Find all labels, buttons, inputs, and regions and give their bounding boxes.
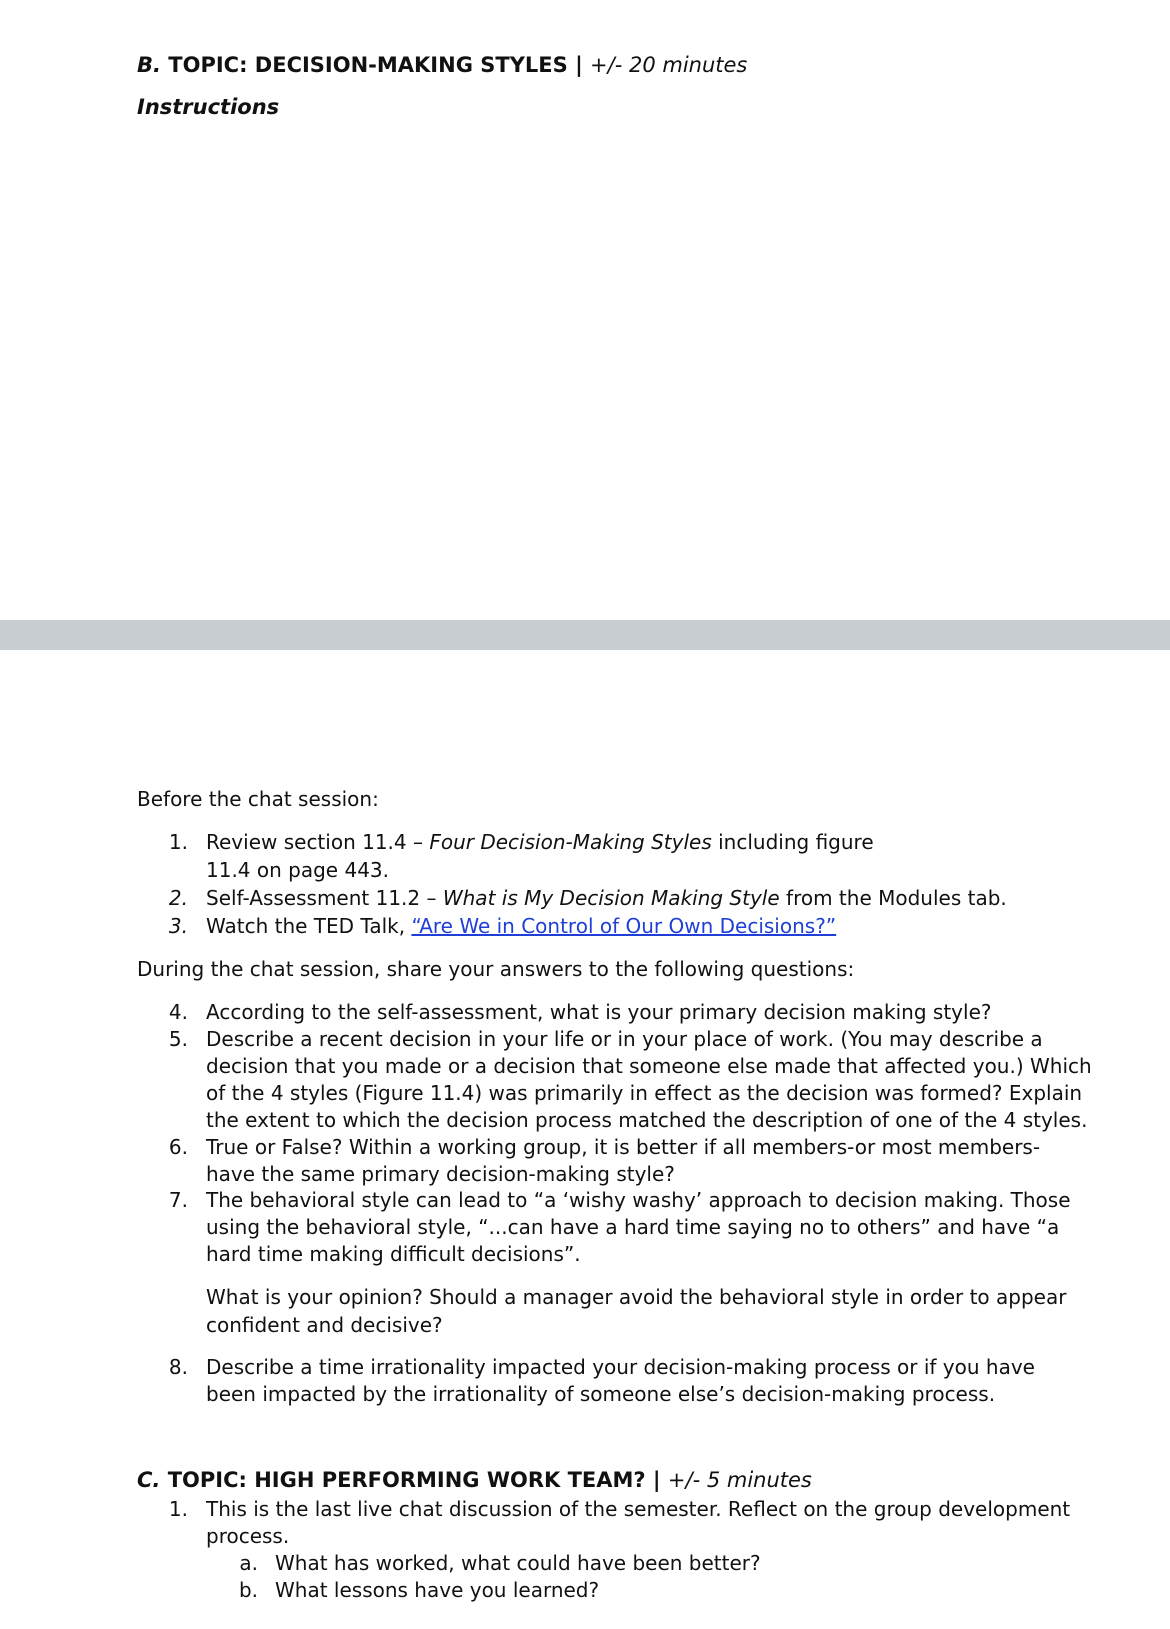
- ted-talk-link[interactable]: “Are We in Control of Our Own Decisions?”: [411, 914, 837, 938]
- before-item-1-line2: 11.4 on page 443.: [206, 858, 389, 882]
- before-item-2-text: [206, 886, 1007, 910]
- during-item-7-number: 7.: [168, 1188, 188, 1212]
- section-c-separator: |: [652, 1468, 661, 1492]
- during-item-7-line-1: The behavioral style can lead to “a ‘wishy washy’ approach to decision making. Those: [206, 1188, 1071, 1212]
- before-item-3-number: 3.: [168, 914, 188, 938]
- before-item-2-text-b: from the Modules tab.: [779, 886, 1007, 910]
- during-item-5-line-2: decision that you made or a decision that someone else made that affected you.) Which: [206, 1054, 1092, 1078]
- during-item-7-line-2: using the behavioral style, “...can have a hard time saying no to others” and have “a: [206, 1215, 1060, 1239]
- during-item-4-line-1: According to the self-assessment, what is your primary decision making style?: [206, 1000, 992, 1024]
- section-b-letter: B.: [137, 53, 161, 77]
- before-item-1-text-italic: Four Decision-Making Styles: [429, 830, 712, 854]
- during-item-5-line-1: Describe a recent decision in your life or in your place of work. (You may describe a: [206, 1027, 1043, 1051]
- before-item-2-text-italic: What is My Decision Making Style: [442, 886, 780, 910]
- page-separator-band: [0, 620, 1170, 650]
- during-item-8-line-1: Describe a time irrationality impacted your decision-making process or if you have: [206, 1355, 1035, 1379]
- before-item-1-text-b: including figure: [711, 830, 874, 854]
- during-item-6-number: 6.: [168, 1135, 188, 1159]
- before-item-3-text: [206, 914, 836, 938]
- during-item-4-number: 4.: [168, 1000, 188, 1024]
- section-c-item-1-line-2: process.: [206, 1524, 290, 1548]
- during-item-7-followup-2: confident and decisive?: [206, 1313, 443, 1337]
- before-item-2-text-a: Self-Assessment 11.2 –: [206, 886, 443, 910]
- section-c-item-1-number: 1.: [168, 1497, 188, 1521]
- section-c-sub-b-letter: b.: [238, 1578, 258, 1602]
- section-c-item-1-line-1: This is the last live chat discussion of the semester. Reflect on the group development: [206, 1497, 1071, 1521]
- section-b-heading: [137, 53, 747, 77]
- during-item-6-line-2: have the same primary decision-making style?: [206, 1162, 675, 1186]
- section-c-letter: C.: [137, 1468, 161, 1492]
- section-b-minutes: +/- 20 minutes: [590, 53, 748, 77]
- section-c-minutes: +/- 5 minutes: [667, 1468, 812, 1492]
- instructions-label: Instructions: [137, 95, 280, 119]
- before-item-1-number: 1.: [168, 830, 188, 854]
- during-item-8-line-2: been impacted by the irrationality of someone else’s decision-making process.: [206, 1382, 996, 1406]
- section-b-title: TOPIC: DECISION-MAKING STYLES: [168, 53, 568, 77]
- during-item-5-number: 5.: [168, 1027, 188, 1051]
- section-c-sub-b-text: What lessons have you learned?: [275, 1578, 600, 1602]
- during-item-7-line-3: hard time making difficult decisions”.: [206, 1242, 581, 1266]
- section-c-heading: [137, 1468, 812, 1492]
- before-intro: Before the chat session:: [137, 787, 379, 811]
- during-intro: During the chat session, share your answers to the following questions:: [137, 957, 855, 981]
- section-b-separator: |: [575, 53, 583, 77]
- during-item-7-followup-1: What is your opinion? Should a manager avoid the behavioral style in order to appear: [206, 1285, 1067, 1309]
- before-item-3-text-a: Watch the TED Talk,: [206, 914, 412, 938]
- before-item-2-number: 2.: [168, 886, 188, 910]
- section-c-title: TOPIC: HIGH PERFORMING WORK TEAM?: [167, 1468, 646, 1492]
- before-item-1-text: [206, 830, 874, 854]
- section-c-sub-a-text: What has worked, what could have been better?: [275, 1551, 761, 1575]
- section-c-sub-a-letter: a.: [239, 1551, 258, 1575]
- before-item-1-text-a: Review section 11.4 –: [206, 830, 430, 854]
- during-item-5-line-3: of the 4 styles (Figure 11.4) was primarily in effect as the decision was formed? Explain: [206, 1081, 1083, 1105]
- during-item-8-number: 8.: [168, 1355, 188, 1379]
- during-item-5-line-4: the extent to which the decision process matched the description of one of the 4 styles.: [206, 1108, 1088, 1132]
- during-item-6-line-1: True or False? Within a working group, it is better if all members-or most members-: [206, 1135, 1041, 1159]
